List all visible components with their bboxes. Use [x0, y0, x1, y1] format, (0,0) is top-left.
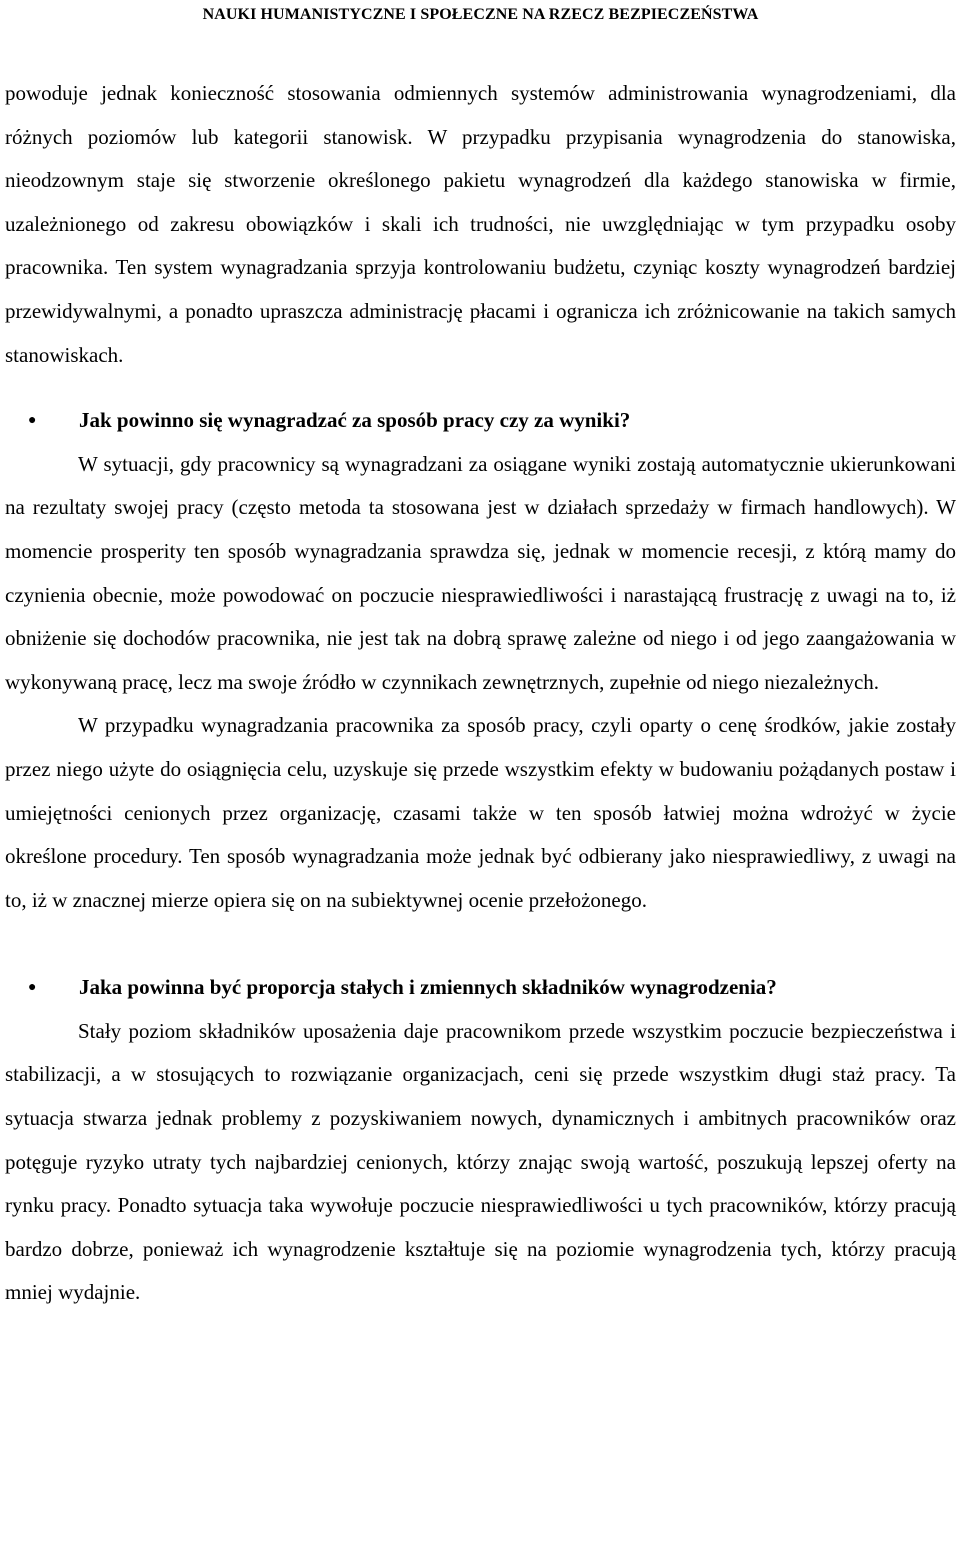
bullet-dot-icon: ●: [28, 980, 37, 996]
paragraph-continuation: powoduje jednak konieczność stosowania odmiennych systemów administrowania wynagrodzeniami, dla różnych poziomów lub kategorii stanowisk. W przypadku przypisania wynagrodzenia do stanowiska, nieodzownym staje się stworzenie określonego pakietu wynagrodzeń dla każdego stanowiska w firmie, uzależnionego od zakresu obowiązków i skali ich trudności, nie uwzględniając w tym przypadku osoby pracownika. Ten system wynagradzania sprzyja kontrolowaniu budżetu, czyniąc koszty wynagrodzeń bardziej przewidywalnymi, a ponadto upraszcza administrację płacami i ogranicza ich zróżnicowanie na takich samych stanowiskach.: [5, 81, 956, 367]
running-header: NAUKI HUMANISTYCZNE I SPOŁECZNE NA RZECZ BEZPIECZEŃSTWA: [202, 6, 759, 23]
section-heading-text: Jak powinno się wynagradzać za sposób pracy czy za wyniki?: [79, 408, 631, 433]
section-heading-payment-method: [5, 399, 956, 443]
section-heading-fixed-variable-ratio: [5, 966, 956, 1010]
section-heading-text: Jaka powinna być proporcja stałych i zmiennych składników wynagrodzenia?: [79, 975, 777, 1000]
paragraph-results-based-pay: W sytuacji, gdy pracownicy są wynagradzani za osiągane wyniki zostają automatycznie ukierunkowani na rezultaty swojej pracy (często metoda ta stosowana jest w działach sprzedaży w firmach handlowych). W momencie prosperity ten sposób wynagradzania sprawdza się, jednak w momencie recesji, z którą mamy do czynienia obecnie, może powodować on poczucie niesprawiedliwości i narastającą frustrację z uwagi na to, iż obniżenie się dochodów pracownika, nie jest tak na dobrą sprawę zależne od niego i od jego zaangażowania w wykonywaną pracę, lecz ma swoje źródło w czynnikach zewnętrznych, zupełnie od niego niezależnych.: [5, 451, 956, 694]
bullet-dot-icon: ●: [28, 413, 37, 429]
paragraph-method-based-pay: W przypadku wynagradzania pracownika za sposób pracy, czyli oparty o cenę środków, jakie zostały przez niego użyte do osiągnięcia celu, uzyskuje się przede wszystkim efekty w budowaniu pożądanych postaw i umiejętności cenionych przez organizację, czasami także w ten sposób łatwiej można wdrożyć w życie określone procedury. Ten sposób wynagradzania może jednak być odbierany jako niesprawiedliwy, z uwagi na to, iż w znacznej mierze opiera się on na subiektywnej ocenie przełożonego.: [5, 713, 956, 912]
paragraph-fixed-components: Stały poziom składników uposażenia daje pracownikom przede wszystkim poczucie bezpieczeństwa i stabilizacji, a w stosujących to rozwiązanie organizacjach, ceni się przede wszystkim długi staż pracy. Ta sytuacja stwarza jednak problemy z pozyskiwaniem nowych, dynamicznych i ambitnych pracowników oraz potęguje ryzyko utraty tych najbardziej cenionych, którzy znając swoją wartość, poszukują lepszej oferty na rynku pracy. Ponadto sytuacja taka wywołuje poczucie niesprawiedliwości u tych pracowników, którzy pracują bardzo dobrze, ponieważ ich wynagrodzenie kształtuje się na poziomie wynagrodzenia tych, którzy pracują mniej wydajnie.: [5, 1018, 956, 1305]
